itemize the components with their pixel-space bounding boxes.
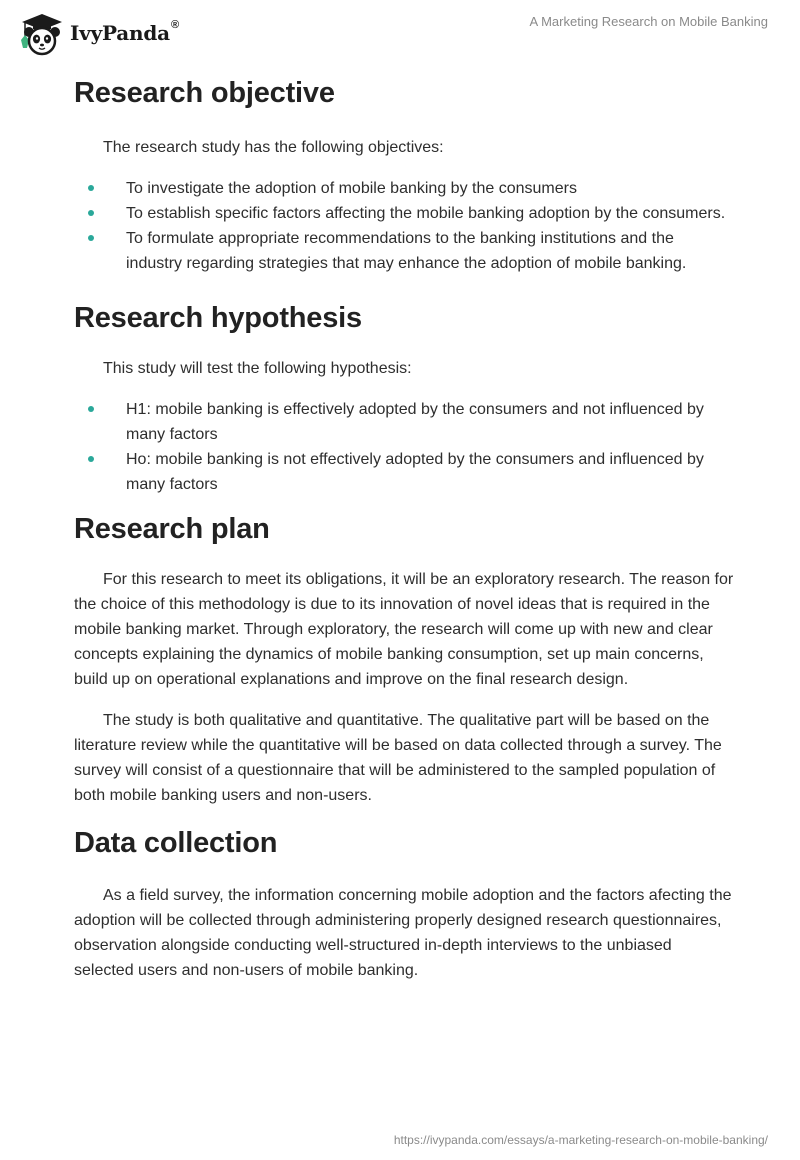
- section-heading-research-objective: Research objective: [74, 77, 335, 109]
- hypothesis-list: [74, 397, 734, 497]
- paragraph: As a field survey, the information concerning mobile adoption and the factors afecting the adoption will be collected through administering properly designed research questionnaires, observation alongside conducting well-structured in-depth interviews to the unbiased selected users and non-users of mobile banking.: [74, 887, 732, 979]
- logo-text: IvyPanda: [70, 21, 170, 45]
- list-item-text: To formulate appropriate recommendations to the banking institutions and the industry regarding strategies that may enhance the adoption of mobile banking.: [126, 230, 687, 272]
- paragraph: For this research to meet its obligations, it will be an exploratory research. The reason for the choice of this methodology is due to its innovation of novel ideas that is required in the mobile banking market. Through exploratory, the research will come up with new and clear concepts explaining the dynamics of mobile banking consumption, set up main concerns, build up on operational explanations and improve on the final research design.: [74, 571, 734, 688]
- list-item: [74, 226, 734, 276]
- article-body: [74, 70, 734, 983]
- ivypanda-logo[interactable]: [16, 10, 179, 56]
- panda-logo-icon: [16, 10, 66, 56]
- section-intro: This study will test the following hypothesis:: [103, 360, 412, 377]
- list-item-text: To investigate the adoption of mobile banking by the consumers: [126, 180, 577, 197]
- list-item: [74, 397, 734, 447]
- bullet-icon: [88, 235, 94, 241]
- section-heading-research-plan: Research plan: [74, 513, 270, 545]
- list-item-text: To establish specific factors affecting the mobile banking adoption by the consumers.: [126, 205, 726, 222]
- list-item-text: H1: mobile banking is effectively adopted by the consumers and not influenced by many factors: [126, 401, 704, 443]
- section-heading-research-hypothesis: Research hypothesis: [74, 302, 362, 334]
- list-item: [74, 201, 734, 226]
- objectives-list: [74, 176, 734, 276]
- document-title: A Marketing Research on Mobile Banking: [529, 14, 768, 29]
- page-header: [0, 0, 800, 64]
- section-intro: The research study has the following objectives:: [103, 139, 444, 156]
- paragraph: The study is both qualitative and quantitative. The qualitative part will be based on the literature review while the quantitative will be based on data collected through a survey. The survey will consist of a questionnaire that will be administered to the sampled population of both mobile banking users and non-users.: [74, 712, 722, 804]
- bullet-icon: [88, 406, 94, 412]
- list-item: [74, 447, 734, 497]
- registered-mark: ®: [170, 19, 179, 31]
- logo-wordmark: [70, 21, 179, 45]
- list-item-text: Ho: mobile banking is not effectively adopted by the consumers and influenced by many factors: [126, 451, 704, 493]
- section-heading-data-collection: Data collection: [74, 827, 278, 859]
- source-url[interactable]: https://ivypanda.com/essays/a-marketing-research-on-mobile-banking/: [393, 1133, 768, 1147]
- list-item: [74, 176, 734, 201]
- bullet-icon: [88, 185, 94, 191]
- bullet-icon: [88, 456, 94, 462]
- bullet-icon: [88, 210, 94, 216]
